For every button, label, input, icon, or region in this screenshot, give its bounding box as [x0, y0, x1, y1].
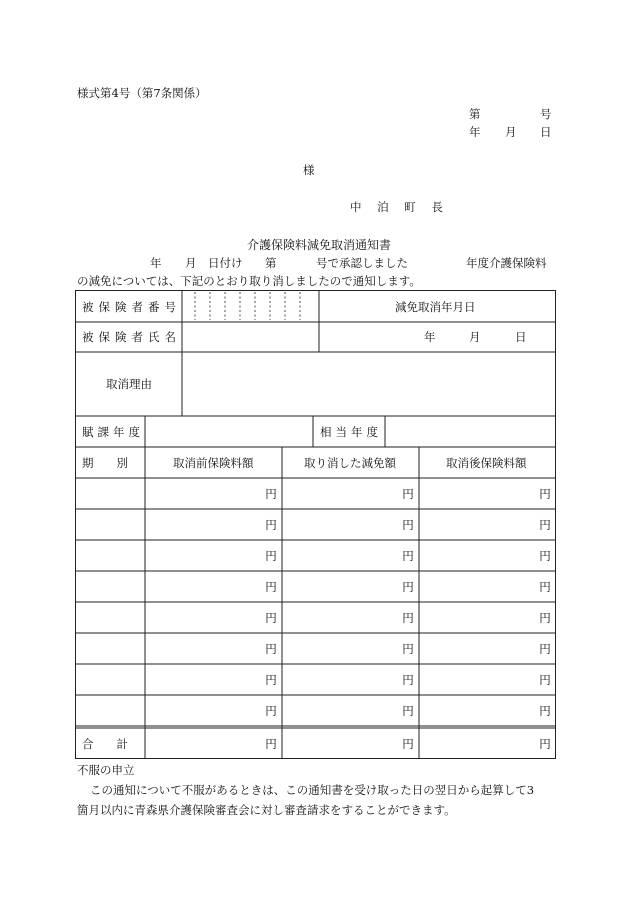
currency-unit: 円	[539, 611, 551, 625]
form-number: 様式第4号（第7条関係）	[77, 86, 207, 100]
cancel-date-label: 減免取消年月日	[395, 300, 476, 314]
currency-unit: 円	[539, 673, 551, 687]
currency-unit: 円	[265, 549, 277, 563]
currency-unit: 円	[265, 487, 277, 501]
intro-fiscal-year: 年度介護保険料	[466, 256, 547, 270]
after-amount-label: 取消後保険料額	[446, 456, 527, 470]
currency-unit: 円	[539, 704, 551, 718]
currency-unit: 円	[402, 642, 414, 656]
document-title: 介護保険料減免取消通知書	[247, 238, 392, 252]
currency-unit: 円	[402, 487, 414, 501]
date-month: 月	[505, 125, 517, 139]
currency-unit: 円	[539, 487, 551, 501]
currency-unit: 円	[539, 518, 551, 532]
intro-line2: の減免については、下記のとおり取り消しましたので通知します。	[77, 274, 421, 288]
intro-number-suffix: 号で承認しました	[316, 256, 408, 270]
cancelled-amount-label: 取り消した減免額	[304, 456, 396, 470]
issuer: 中 泊 町 長	[350, 200, 449, 214]
currency-unit: 円	[265, 704, 277, 718]
currency-unit: 円	[402, 737, 414, 751]
currency-unit: 円	[402, 580, 414, 594]
currency-unit: 円	[265, 611, 277, 625]
currency-unit: 円	[402, 518, 414, 532]
currency-unit: 円	[402, 549, 414, 563]
currency-unit: 円	[539, 737, 551, 751]
before-amount-label: 取消前保険料額	[173, 456, 254, 470]
currency-unit: 円	[539, 580, 551, 594]
table-grid	[75, 290, 556, 759]
objection-heading: 不服の申立	[77, 763, 135, 777]
reason-label: 取消理由	[106, 377, 152, 391]
cancel-date-month: 月	[469, 330, 481, 344]
intro-number-prefix: 第	[265, 256, 277, 270]
applicable-year-label: 相当年度	[320, 425, 382, 439]
currency-unit: 円	[402, 704, 414, 718]
currency-unit: 円	[402, 673, 414, 687]
currency-unit: 円	[539, 549, 551, 563]
total-label: 合 計	[82, 737, 128, 751]
levy-year-label: 賦課年度	[82, 425, 144, 439]
currency-unit: 円	[402, 611, 414, 625]
intro-year: 年	[150, 256, 162, 270]
addressee-suffix: 様	[303, 163, 315, 177]
currency-unit: 円	[265, 642, 277, 656]
date-year: 年	[469, 125, 481, 139]
cancel-date-year: 年	[424, 330, 436, 344]
doc-number-suffix: 号	[540, 107, 552, 121]
date-day: 日	[540, 125, 552, 139]
doc-number-prefix: 第	[469, 107, 481, 121]
intro-month: 月	[185, 256, 197, 270]
currency-unit: 円	[265, 518, 277, 532]
insured-number-label: 被保険者番号	[82, 300, 181, 314]
intro-date-suffix: 日付け	[208, 256, 243, 270]
currency-unit: 円	[265, 673, 277, 687]
currency-unit: 円	[265, 580, 277, 594]
cancel-date-day: 日	[515, 330, 527, 344]
currency-unit: 円	[265, 737, 277, 751]
objection-line2: 箇月以内に青森県介護保険審査会に対し審査請求をすることができます。	[77, 803, 456, 817]
period-label: 期 別	[82, 456, 128, 470]
insured-name-label: 被保険者氏名	[82, 330, 181, 344]
objection-line1: この通知について不服があるときは、この通知書を受け取った日の翌日から起算して3	[90, 783, 535, 797]
currency-unit: 円	[539, 642, 551, 656]
